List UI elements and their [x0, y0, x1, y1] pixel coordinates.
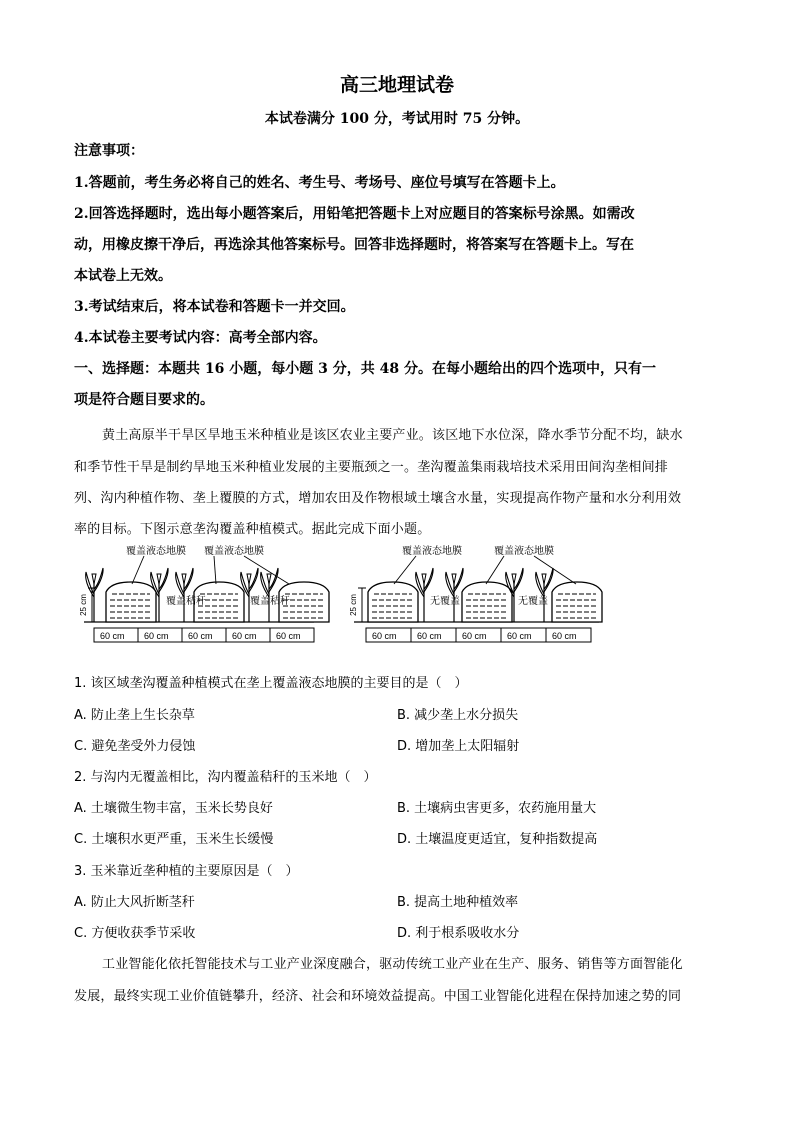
width-label: 60 cm [372, 631, 397, 641]
diagram-right [349, 544, 602, 642]
film-label: 覆盖液态地膜 [494, 546, 554, 557]
furrow-label: 覆盖秸秆 [250, 596, 290, 607]
passage-line: 列、沟内种植作物、垄上覆膜的方式，增加农田及作物根域土壤含水量，实现提高作物产量和水分利用效 [74, 491, 682, 506]
note-item: 1.答题前，考生务必将自己的姓名、考生号、考场号、座位号填写在答题卡上。 [74, 175, 565, 191]
notes-heading: 注意事项： [74, 143, 144, 159]
exam-info: 本试卷满分 100 分，考试用时 75 分钟。 [264, 111, 530, 127]
width-label: 60 cm [507, 631, 532, 641]
question-stem: 3. 玉米靠近垄种植的主要原因是（ ） [74, 864, 299, 879]
width-label: 60 cm [417, 631, 442, 641]
note-item: 本试卷上无效。 [74, 268, 172, 284]
page-title: 高三地理试卷 [339, 74, 454, 96]
passage-line: 和季节性干旱是制约旱地玉米种植业发展的主要瓶颈之一。垄沟覆盖集雨栽培技术采用田间沟垄相间排 [74, 460, 669, 475]
width-label: 60 cm [188, 631, 213, 641]
width-label: 60 cm [232, 631, 257, 641]
option-c: C. 方便收获季节采收 [74, 926, 196, 941]
option-a: A. 防止垄上生长杂草 [74, 708, 195, 723]
width-label: 60 cm [100, 631, 125, 641]
width-label: 60 cm [552, 631, 577, 641]
option-a: A. 防止大风折断茎秆 [74, 895, 195, 910]
passage-line: 工业智能化依托智能技术与工业产业深度融合，驱动传统工业产业在生产、服务、销售等方面智能化 [102, 957, 683, 972]
option-b: B. 土壤病虫害更多，农药施用量大 [397, 801, 597, 816]
passage-line: 率的目标。下图示意垄沟覆盖种植模式。据此完成下面小题。 [74, 522, 431, 537]
question-stem: 2. 与沟内无覆盖相比，沟内覆盖秸秆的玉米地（ ） [74, 770, 377, 785]
film-label: 覆盖液态地膜 [204, 546, 264, 557]
film-label: 覆盖液态地膜 [126, 546, 186, 557]
furrow-label: 无覆盖 [430, 596, 460, 607]
note-item: 3.考试结束后，将本试卷和答题卡一并交回。 [74, 299, 355, 315]
width-label: 60 cm [462, 631, 487, 641]
option-d: D. 增加垄上太阳辐射 [397, 739, 520, 754]
height-label: 25 cm [349, 594, 358, 616]
option-b: B. 提高土地种植效率 [397, 895, 519, 910]
question-stem: 1. 该区域垄沟覆盖种植模式在垄上覆盖液态地膜的主要目的是（ ） [74, 676, 468, 691]
width-label: 60 cm [144, 631, 169, 641]
note-item: 4.本试卷主要考试内容：高考全部内容。 [74, 330, 327, 346]
option-b: B. 减少垄上水分损失 [397, 708, 519, 723]
furrow-label: 无覆盖 [518, 596, 548, 607]
option-d: D. 利于根系吸收水分 [397, 926, 520, 941]
note-item: 2.回答选择题时，选出每小题答案后，用铅笔把答题卡上对应题目的答案标号涂黑。如需改 [74, 206, 635, 222]
option-c: C. 土壤积水更严重，玉米生长缓慢 [74, 832, 274, 847]
section-heading: 一、选择题：本题共 16 小题，每小题 3 分，共 48 分。在每小题给出的四个选项中，只有一 [74, 361, 656, 377]
option-d: D. 土壤温度更适宜，复种指数提高 [397, 832, 598, 847]
furrow-label: 覆盖秸秆 [166, 596, 206, 607]
option-a: A. 土壤微生物丰富，玉米长势良好 [74, 801, 273, 816]
passage-line: 黄土高原半干旱区旱地玉米种植业是该区农业主要产业。该区地下水位深，降水季节分配不均，缺水 [102, 428, 683, 443]
diagram-left [79, 544, 329, 642]
note-item: 动，用橡皮擦干净后，再选涂其他答案标号。回答非选择题时，将答案写在答题卡上。写在 [74, 237, 634, 253]
height-label: 25 cm [79, 594, 88, 616]
option-c: C. 避免垄受外力侵蚀 [74, 739, 196, 754]
passage-line: 发展，最终实现工业价值链攀升，经济、社会和环境效益提高。中国工业智能化进程在保持加速之势的同 [74, 989, 682, 1004]
ridge-furrow-diagram [79, 542, 604, 657]
width-label: 60 cm [276, 631, 301, 641]
section-heading: 项是符合题目要求的。 [74, 392, 214, 408]
film-label: 覆盖液态地膜 [402, 546, 462, 557]
